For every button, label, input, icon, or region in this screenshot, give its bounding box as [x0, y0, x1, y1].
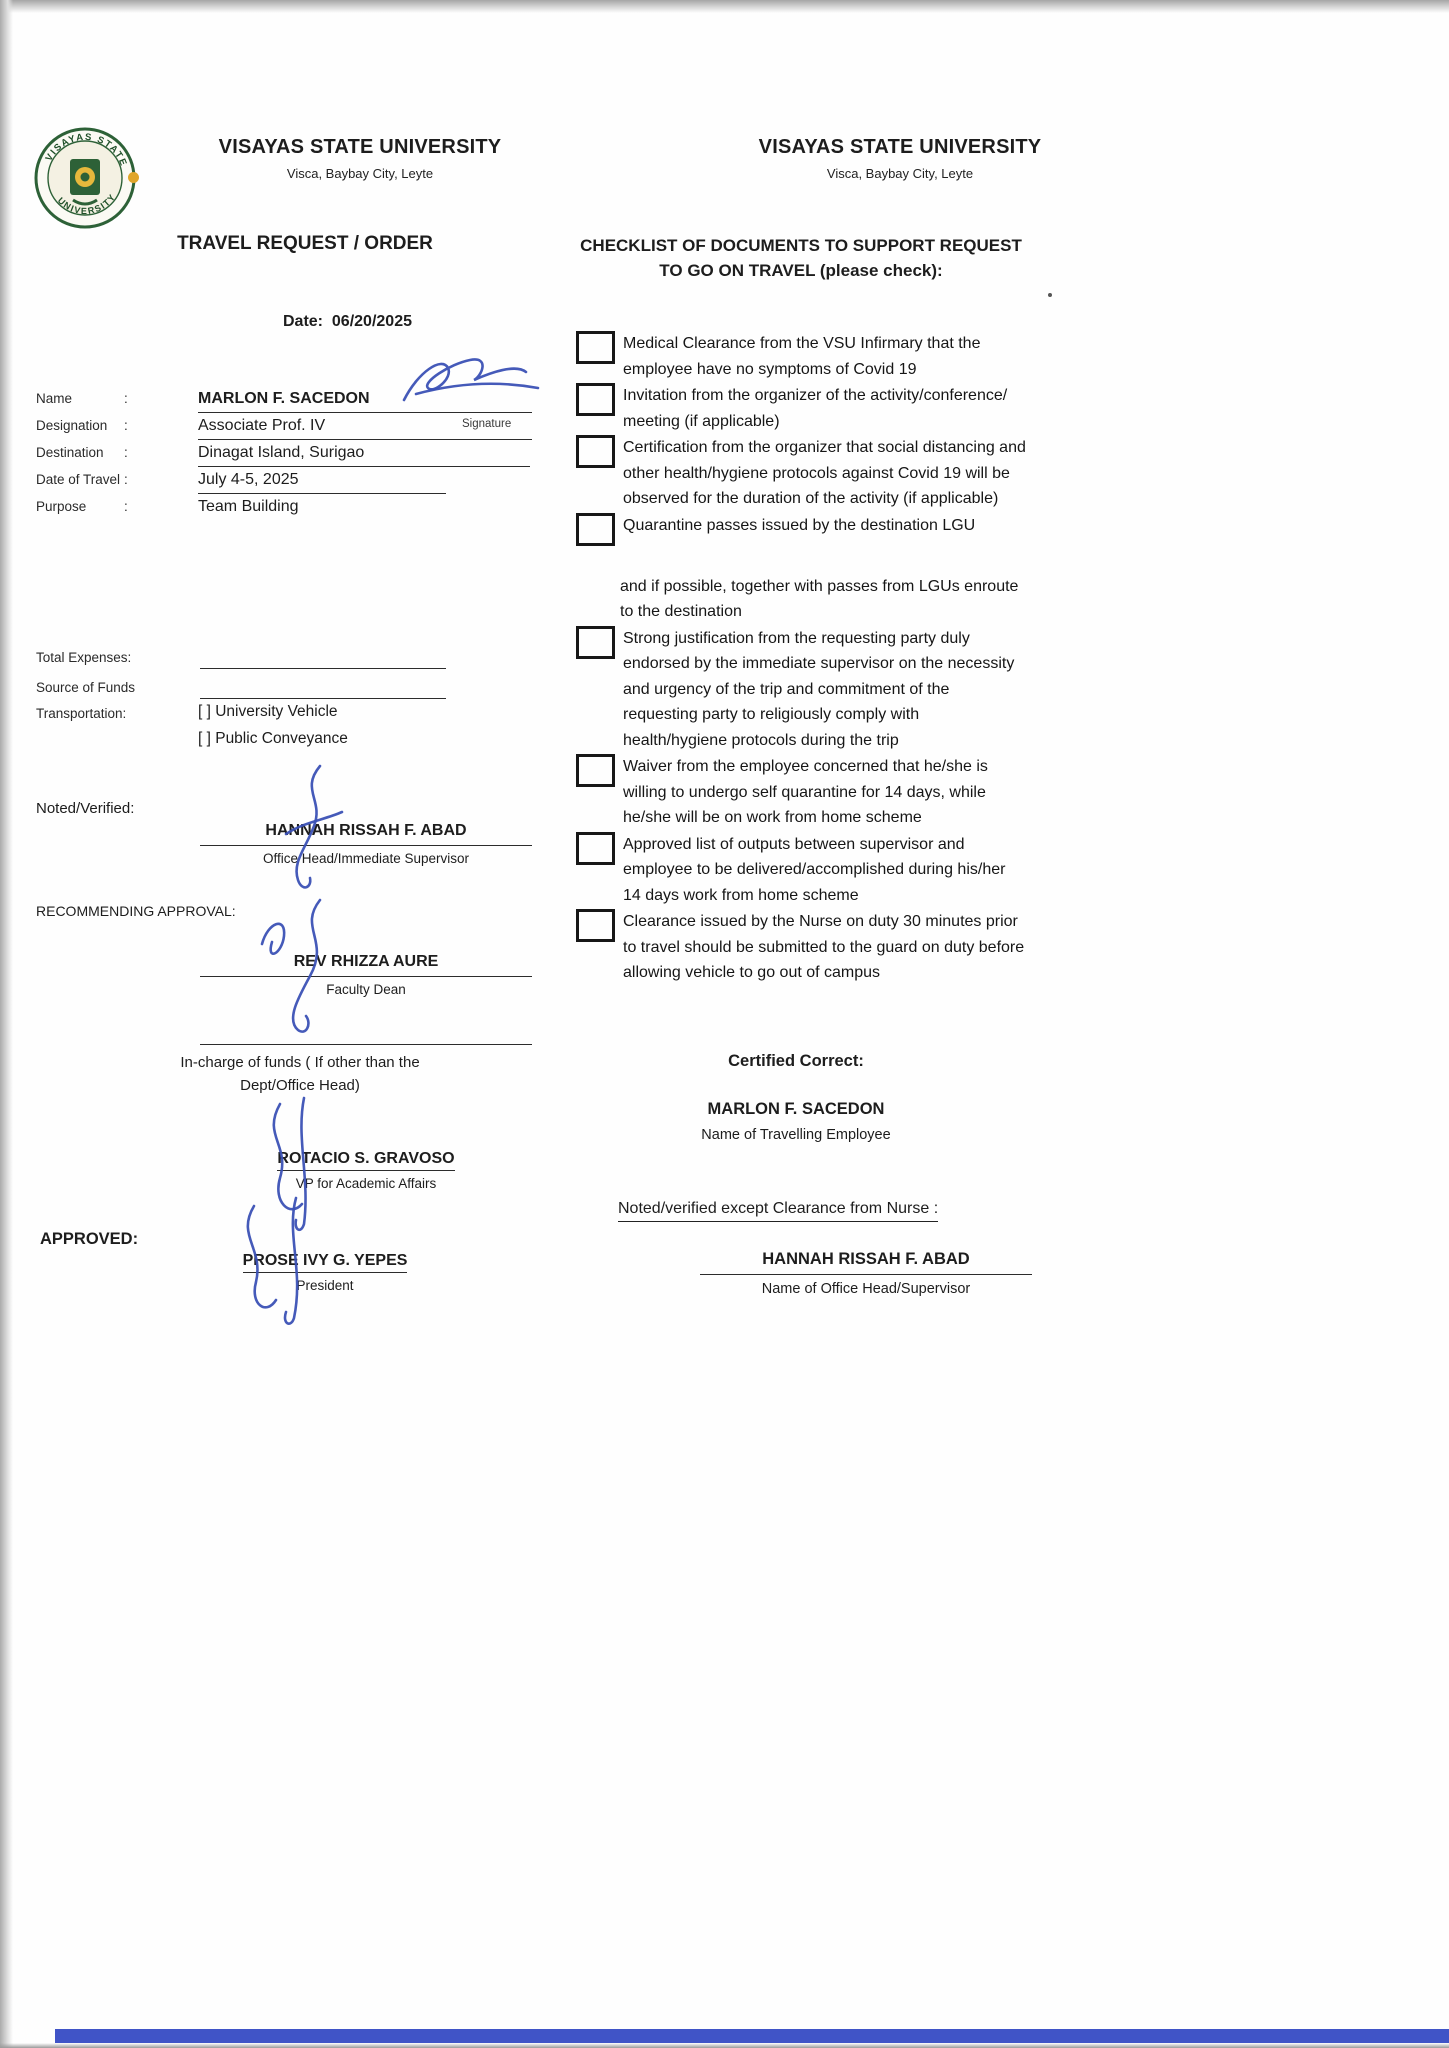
field-value-destination: Dinagat Island, Surigao: [198, 444, 365, 461]
field-row-purpose: [36, 498, 536, 516]
checklist-item: [576, 435, 1028, 512]
seal-ring-text-top: VISAYAS STATE: [43, 131, 130, 169]
checklist-item-text: Medical Clearance from the VSU Infirmary that the employee have no symptoms of Covid 19: [623, 335, 981, 378]
signature-recommending: [246, 892, 376, 1042]
checklist-item: [576, 909, 1028, 986]
field-colon: :: [124, 445, 128, 460]
checklist-item-text: Approved list of outputs between supervisor and employee to be delivered/accomplished during his/her 14 days work from home scheme: [623, 835, 1006, 904]
approved-label: APPROVED:: [40, 1230, 139, 1248]
checklist: [576, 331, 1028, 986]
right-university-address: Visca, Baybay City, Leyte: [826, 166, 974, 181]
checklist-item-text: Quarantine passes issued by the destination LGU: [623, 516, 976, 534]
left-university-name: VISAYAS STATE UNIVERSITY: [218, 136, 502, 158]
incharge-note-line2: Dept/Office Head): [240, 1077, 360, 1094]
checklist-item: [576, 331, 1028, 382]
recommending-name: REV RHIZZA AURE: [200, 953, 532, 977]
checklist-title-line2: TO GO ON TRAVEL (please check):: [659, 261, 943, 280]
checklist-item-continuation: [576, 574, 1028, 625]
field-colon: :: [124, 418, 128, 433]
field-label: Destination: [36, 445, 104, 460]
date-row: [283, 313, 412, 331]
approved-name: PROSE IVY G. YEPES: [243, 1252, 408, 1273]
destination-underline: [198, 466, 530, 467]
vsu-seal-logo: [33, 126, 137, 230]
checkbox-icon: [576, 909, 615, 942]
field-value-designation: Associate Prof. IV: [198, 417, 326, 434]
source-of-funds-label: Source of Funds: [36, 680, 136, 695]
checkbox-icon: [576, 832, 615, 865]
checkbox-icon: [576, 435, 615, 468]
field-value-purpose: Team Building: [198, 498, 299, 515]
noted-except-clearance: Noted/verified except Clearance from Nurse :: [618, 1200, 938, 1222]
date-value: 06/20/2025: [331, 313, 412, 330]
scan-edge-bottom-blue: [55, 2029, 1449, 2043]
seal-gold-dot: [128, 172, 139, 183]
checklist-title-line1: CHECKLIST OF DOCUMENTS TO SUPPORT REQUEST: [580, 236, 1022, 255]
checklist-item: [576, 383, 1028, 434]
checklist-item-text: Strong justification from the requesting party duly endorsed by the immediate supervisor on the necessity and urgency of the trip and commitment of the requesting party to religiously comply with health/hygiene protocols during the trip: [623, 629, 1015, 749]
scan-edge-top: [0, 0, 1449, 13]
field-colon: :: [124, 499, 128, 514]
date-of-travel-underline: [198, 493, 446, 494]
scan-edge-bottom-gray: [0, 2043, 1449, 2048]
signature-approved: [224, 1192, 339, 1332]
field-colon: :: [124, 391, 128, 406]
field-value-name: MARLON F. SACEDON: [198, 390, 370, 407]
certified-employee-name: MARLON F. SACEDON: [707, 1100, 885, 1118]
transport-option-university-vehicle: [ ] University Vehicle: [198, 703, 338, 720]
field-colon: :: [124, 472, 128, 487]
signature-noted-verified: [258, 760, 368, 900]
left-header: [150, 136, 570, 181]
checkbox-icon: [576, 383, 615, 416]
total-expenses-line: [200, 668, 446, 669]
field-row-destination: [36, 444, 536, 462]
checkbox-icon: [576, 626, 615, 659]
noted-verified-label: Noted/Verified:: [36, 800, 135, 817]
checklist-item-text: Clearance issued by the Nurse on duty 30 minutes prior to travel should be submitted to the guard on duty before allowing vehicle to go out of campus: [623, 913, 1025, 981]
total-expenses-label: Total Expenses:: [36, 650, 132, 665]
right-university-name: VISAYAS STATE UNIVERSITY: [758, 136, 1042, 158]
incharge-name: ROTACIO S. GRAVOSO: [277, 1150, 454, 1171]
field-label: Purpose: [36, 499, 87, 514]
date-label: Date:: [283, 313, 324, 330]
form-title: TRAVEL REQUEST / ORDER: [177, 233, 433, 254]
signature-employee: [398, 350, 548, 420]
right-header: [700, 136, 1100, 181]
field-value-date-of-travel: July 4-5, 2025: [198, 471, 299, 488]
checkbox-icon: [576, 513, 615, 546]
left-university-address: Visca, Baybay City, Leyte: [286, 166, 434, 181]
checklist-item-text: Invitation from the organizer of the activity/conference/ meeting (if applicable): [623, 387, 1008, 430]
checklist-item: [576, 754, 1028, 831]
checkbox-icon: [576, 331, 615, 364]
supervisor-name: HANNAH RISSAH F. ABAD: [700, 1250, 1032, 1275]
checklist-item-text: Certification from the organizer that social distancing and other health/hygiene protocols against Covid 19 will be observed for the duration of the activity (if applicable): [623, 439, 1026, 507]
transport-option-public-conveyance: [ ] Public Conveyance: [198, 730, 348, 747]
certified-correct-label: Certified Correct:: [728, 1052, 864, 1070]
field-label: Designation: [36, 418, 108, 433]
scan-edge-left: [0, 0, 13, 2048]
certified-employee-title: Name of Travelling Employee: [701, 1127, 891, 1143]
noted-verified-name: HANNAH RISSAH F. ABAD: [200, 822, 532, 846]
field-label: Name: [36, 391, 73, 406]
incharge-line: [200, 1044, 532, 1045]
recommending-approval-label: RECOMMENDING APPROVAL:: [36, 903, 236, 919]
incharge-title: VP for Academic Affairs: [295, 1176, 437, 1191]
supervisor-block: [700, 1250, 1032, 1297]
incharge-note-line1: In-charge of funds ( If other than the: [180, 1054, 420, 1071]
seal-ring-text-bottom: UNIVERSITY: [55, 191, 118, 217]
field-label: Date of Travel: [36, 472, 121, 487]
certified-block: [576, 1052, 1016, 1143]
checkbox-icon: [576, 754, 615, 787]
designation-underline: [198, 439, 532, 440]
signature-caption: Signature: [462, 418, 512, 430]
source-of-funds-line: [200, 698, 446, 699]
checklist-item-text: and if possible, together with passes from LGUs enroute to the destination: [620, 577, 1019, 620]
noted-verified-title: Office Head/Immediate Supervisor: [262, 851, 470, 866]
checklist-item: [576, 513, 1028, 546]
recommending-title: Faculty Dean: [326, 982, 406, 997]
field-row-date-of-travel: [36, 471, 536, 489]
approved-title: President: [296, 1278, 354, 1293]
checklist-item-text: Waiver from the employee concerned that he/she is willing to undergo self quarantine for 14 days, while he/she will be on work from home scheme: [623, 758, 988, 826]
checklist-item: [576, 626, 1028, 754]
incharge-note: [135, 1054, 465, 1094]
ink-speck: [1048, 293, 1052, 297]
transportation-label: Transportation:: [36, 706, 127, 721]
checklist-title: [566, 233, 1036, 283]
supervisor-title: Name of Office Head/Supervisor: [761, 1281, 971, 1297]
checklist-item: [576, 832, 1028, 909]
checkbox-spacer: [576, 574, 620, 575]
